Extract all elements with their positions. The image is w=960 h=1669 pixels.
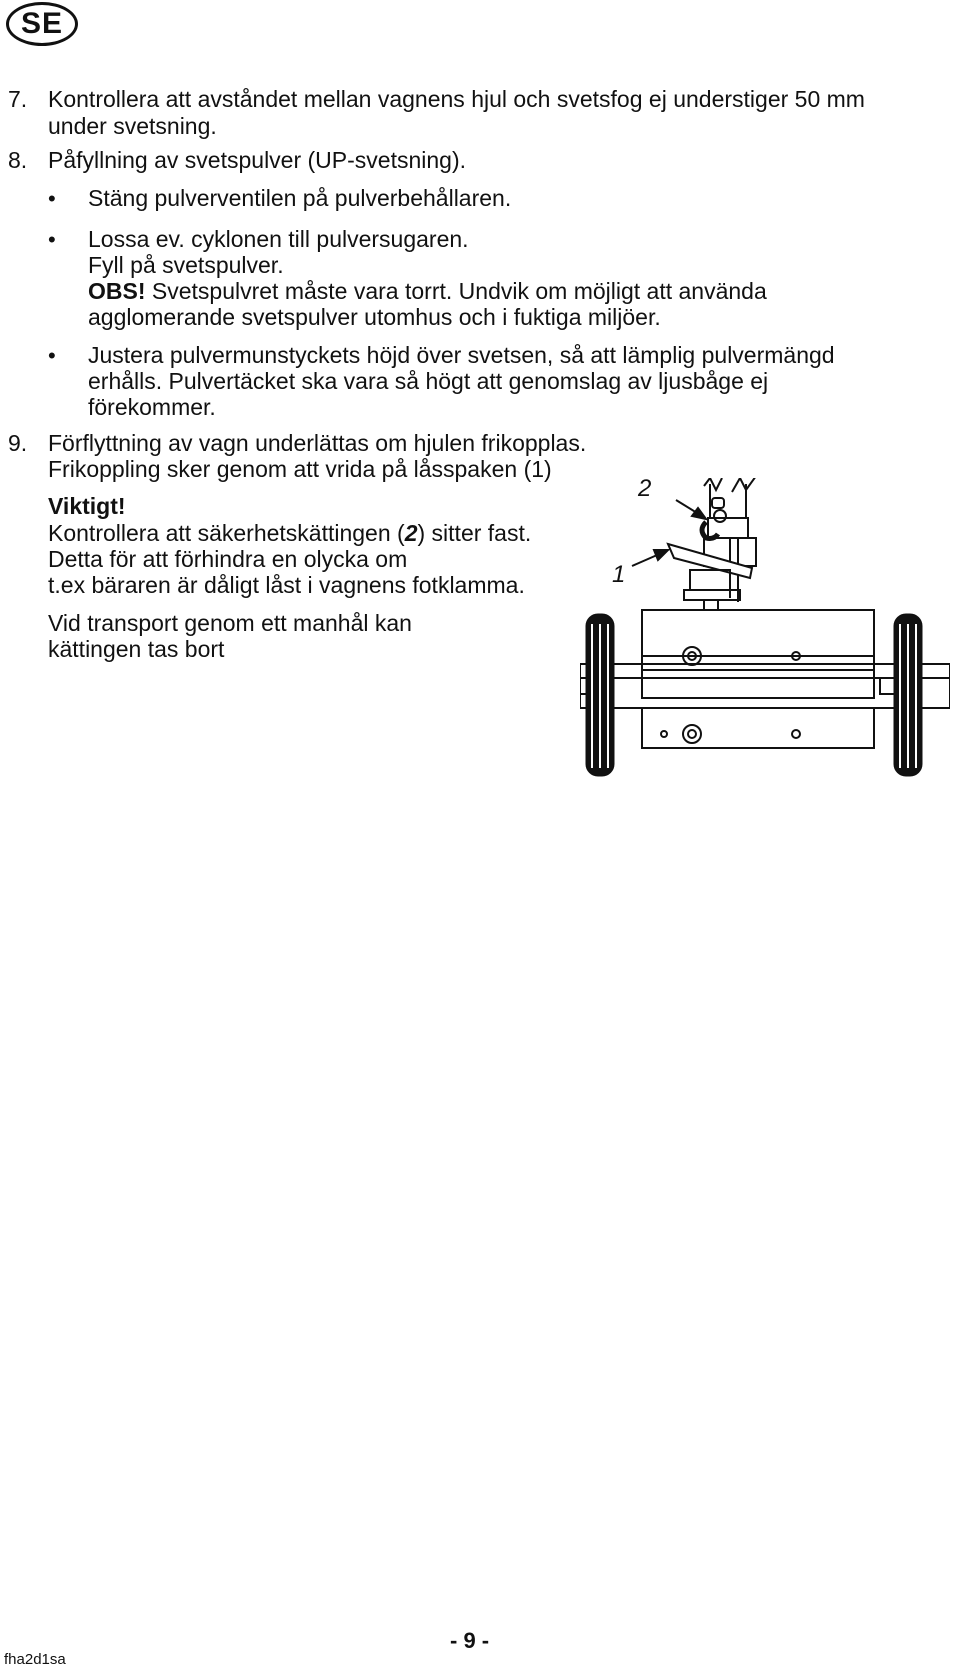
item-7-line-1: Kontrollera att avståndet mellan vagnens hjul och svetsfog ej understiger 50 mm	[48, 86, 865, 112]
item-8-title: Påfyllning av svetspulver (UP-svetsning).	[48, 147, 466, 173]
chain-ring	[712, 498, 724, 508]
callout-label-1: 1	[612, 561, 626, 588]
chain-ref-number: 2	[404, 520, 418, 546]
break-line-left	[704, 478, 722, 490]
lock-lever	[668, 544, 752, 578]
item-7-number: 7.	[8, 86, 28, 112]
callout-label-2: 2	[638, 478, 652, 502]
obs-line-2: agglomerande svetspulver utomhus och i fuktiga miljöer.	[88, 304, 661, 330]
chain-line-1-post: ) sitter fast.	[417, 520, 532, 546]
important-label: Viktigt!	[48, 493, 126, 519]
transport-line-2: kättingen tas bort	[48, 636, 225, 662]
bullet-marker: •	[48, 186, 56, 211]
chain-line-3: t.ex bäraren är dåligt låst i vagnens fotklamma.	[48, 572, 525, 598]
document-code: fha2d1sa	[4, 1651, 66, 1668]
item-9-number: 9.	[8, 430, 28, 456]
chain-line-1-pre: Kontrollera att säkerhetskättingen (	[48, 520, 405, 546]
lever-hub	[690, 570, 730, 590]
chain-hook	[702, 522, 718, 539]
item-9-line-1: Förflyttning av vagn underlättas om hjulen frikopplas.	[48, 430, 587, 456]
bullet-marker: •	[48, 343, 56, 368]
obs-label: OBS!	[88, 278, 146, 304]
item-7-line-2: under svetsning.	[48, 113, 217, 139]
language-badge: SE	[6, 2, 78, 46]
bullet-2-line-1: Lossa ev. cyklonen till pulversugaren.	[88, 226, 469, 252]
carriage-wheel-figure	[580, 478, 950, 818]
bullet-marker: •	[48, 227, 56, 252]
carriage-lower	[642, 670, 874, 698]
obs-note	[88, 278, 767, 305]
item-8-number: 8.	[8, 147, 28, 173]
bullet-2-line-2: Fyll på svetspulver.	[88, 252, 284, 278]
obs-text: Svetspulvret måste vara torrt. Undvik om möjligt att använda	[145, 278, 767, 304]
transport-line-1: Vid transport genom ett manhål kan	[48, 610, 412, 636]
bullet-3-line-2: erhålls. Pulvertäcket ska vara så högt att genomslag av ljusbåge ej	[88, 368, 769, 394]
break-line-right	[732, 478, 756, 492]
bullet-3-line-3: förekommer.	[88, 394, 216, 420]
chain-link	[714, 510, 726, 522]
chain-line-2: Detta för att förhindra en olycka om	[48, 546, 408, 572]
bullet-1-text: Stäng pulverventilen på pulverbehållaren.	[88, 185, 512, 211]
page-number: - 9 -	[450, 1628, 490, 1653]
bottom-plate	[642, 708, 874, 748]
carriage-body	[642, 610, 874, 670]
bullet-3-line-1: Justera pulvermunstyckets höjd över svetsen, så att lämplig pulvermängd	[88, 342, 835, 368]
chain-line-1	[48, 520, 531, 547]
item-9-line-2: Frikoppling sker genom att vrida på låsspaken (1)	[48, 456, 552, 482]
